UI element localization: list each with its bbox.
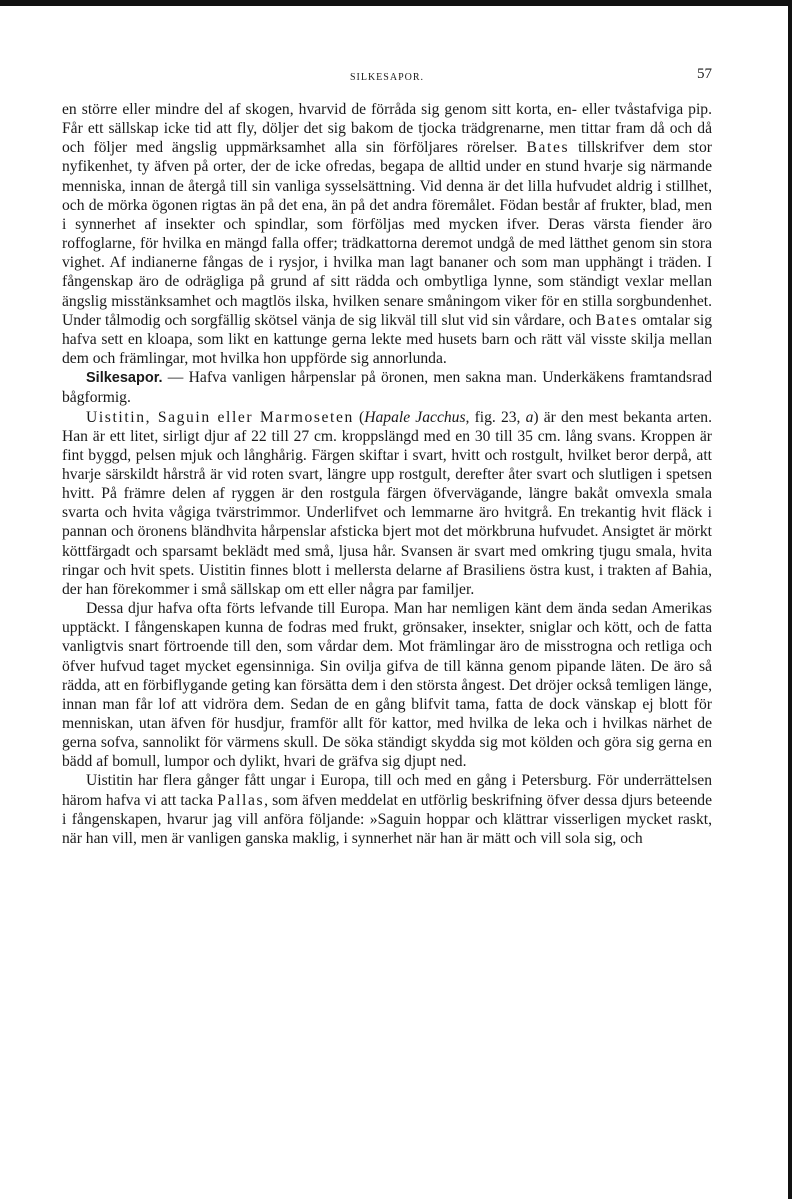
scan-border-top (0, 0, 792, 6)
paragraph-1-text-a: en större eller mindre del af skogen, hvarvid de förråda sig genom sitt korta, en- eller tvåstafviga pip. Får ett sällskap icke tid att fly, döljer det sig bakom de tjocka trädgrenarne, men tittar fram då och då och följer med ängslig uppmärksamhet alla sin förföljares rörelser. (62, 101, 712, 157)
paragraph-1-text-b: tillskrifver dem stor nyfikenhet, ty äfven på orter, der de icke ofredas, begapa de alltid under en stund hvarje sig närmande menniska, innan de återgå till sin vanliga sysselsättning. Vid denna är det lilla hufvudet aldrig i stillhet, och de mörka ögonen rigtas än på det ena, än på det andra föremålet. Födan består af frukter, blad, men i synnerhet af insekter och spindlar, som förföljas med mycken ifver. Deras värsta fiender äro roffoglarne, för hvilka en mängd falla offer; trädkattorna deremot undgå de med lätthet genom sin stora vighet. Af indianerne fångas de i rysjor, i hvilka man lagt bananer och som man upphängt i träden. I fångenskap äro de odrägliga på grund af sitt rädda och ombytliga lynne, som ständigt vexlar mellan ängslig misstänksamhet och magtlös ilska, hvilken senare småningom viker för en stilla sorgbundenhet. Under tålmodig och sorgfällig skötsel vänja de sig likväl till slut vid sin vårdare, och (62, 139, 712, 329)
paragraph-1 (62, 100, 712, 368)
author-name-bates-2: Bates (595, 311, 639, 329)
author-name-bates: Bates (526, 139, 570, 157)
paragraph-5-text-b: , som äfven meddelat en utförlig beskrifning öfver dessa djurs beteende i fångenskapen, hvarur jag vill anföra följande: »Saguin hoppar och klättrar visserligen mycket raskt, när han vill, men är vanligen ganska maklig, i synnerhet när han är mätt och vill sola sig, och (62, 791, 712, 847)
figure-letter: a (525, 408, 534, 426)
author-name-pallas: Pallas (217, 791, 265, 809)
paragraph-3-text-b: fig. 23, (469, 408, 526, 426)
body-text (62, 100, 712, 848)
paragraph-3 (62, 408, 712, 600)
paragraph-3-text-a: ( (353, 408, 365, 426)
species-names: Uistitin, Saguin eller Marmoseten (86, 408, 354, 426)
paragraph-5-text-a: Uistitin har flera gånger fått ungar i Europa, till och med en gång i Petersburg. För underrättelsen härom hafva vi att tacka (62, 772, 712, 809)
page-number: 57 (697, 66, 712, 82)
section-heading-silkesapor: Silkesapor. (86, 370, 163, 387)
paragraph-5 (62, 771, 712, 848)
paragraph-4: Dessa djur hafva ofta förts lefvande till Europa. Man har nemligen känt dem ända sedan Amerikas upptäckt. I fångenskapen kunna de fodras med frukt, grönsaker, insekter, sniglar och kött, och de fatta vanligtvis snart förtroende till den, som vårdar dem. Mot främlingar äro de misstrogna och retliga och öfver hufvud taget mycket egensinniga. Sin ovilja gifva de till känna genom pipande läten. De äro så rädda, att en förbiflygande geting kan försätta dem i den största ångest. Det dröjer också temligen länge, innan man får lof att vidröra dem. Sedan de en gång blifvit tama, fatta de dock vänskap ej blott för menniskan, utan äfven för husdjur, framför allt för kattor, med hvilka de leka och i hvilkas närhet de gerna sofva, sannolikt för värmens skull. De söka ständigt skydda sig mot kölden och göra sig gerna en bädd af bomull, lumpor och dylikt, hvari de gräfva sig djupt ned. (62, 600, 712, 771)
scan-border-right (788, 0, 792, 1199)
latin-name: Hapale Jacchus, (364, 408, 470, 426)
running-head (62, 62, 712, 84)
paragraph-3-text-c: ) är den mest bekanta arten. Han är ett litet, sirligt djur af 22 till 27 cm. kroppslängd med en 30 till 35 cm. lång svans. Kroppen är fint byggd, pelsen mjuk och långhårig. Färgen skiftar i svart, hvitt och rostgult, hvilket beror derpå, att hvarje särskildt hårstrå är vid roten svart, längre upp rostgult, derefter åter svart och slutligen i spetsen hvitt. På främre delen af ryggen är den rostgula färgen öfvervägande, längre bakåt omvexla smala svarta och hvita vågiga tvärstrimmor. Underlifvet och lemmarne äro hvitgrå. En trekantig hvit fläck i pannan och öronens bländhvita hårpenslar afsticka bjert mot det mörkbruna hufvudet. Ansigtet är mörkt köttfärgadt och sparsamt beklädt med små, ljusa hår. Svansen är svart med omkring tjugu smala, hvita ringar och hvit spets. Uistitin finnes blott i mellersta delarne af Brasiliens östra kust, i trakten af Bahia, der han förekommer i små sällskap om ett eller några par familjer. (62, 408, 712, 598)
paragraph-2 (62, 368, 712, 407)
paragraph-1-text-c: omtalar sig hafva sett en kloapa, som likt en kattunge gerna lekte med husets barn och rätt väl visste skilja mellan dem och främlingar, mot hvilka hon uppförde sig annorlunda. (62, 311, 712, 368)
paragraph-2-text: — Hafva vanligen hårpenslar på öronen, men sakna man. Underkäkens framtandsrad bågformig. (62, 369, 712, 407)
running-title: SILKESAPOR. (349, 72, 425, 83)
book-page (62, 62, 712, 848)
